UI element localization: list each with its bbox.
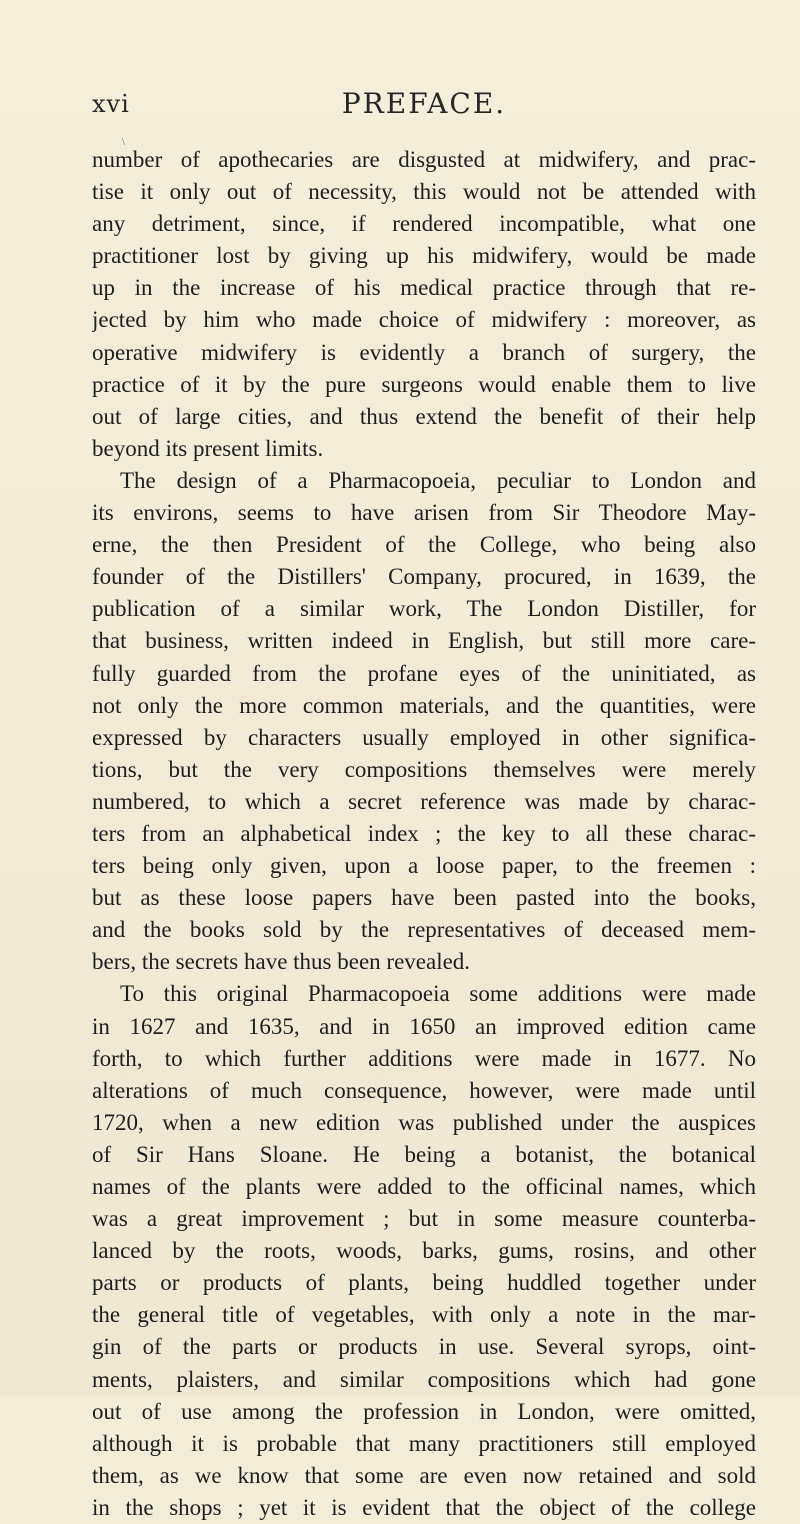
text-line: practitioner lost by giving up his midwifery, would be made [92, 243, 756, 269]
text-line: any detriment, since, if rendered incompatible, what one [92, 211, 756, 237]
text-line: ters from an alphabetical index ; the key to all these charac- [92, 820, 756, 846]
page-number: xvi [92, 90, 130, 118]
text-line: number of apothecaries are disgusted at midwifery, and prac- [92, 147, 756, 172]
paragraph-end-line: beyond its present limits. [92, 435, 324, 461]
paragraph-start-line: The design of a Pharmacopoeia, peculiar to London and [120, 467, 756, 493]
text-line: was a great improvement ; but in some measure counterba- [92, 1206, 756, 1232]
paragraph-start-line: To this original Pharmacopoeia some additions were made [120, 981, 756, 1007]
text-line: names of the plants were added to the officinal names, which [92, 1174, 756, 1199]
text-line: tions, but the very compositions themselves were merely [92, 756, 756, 782]
text-line: out of use among the profession in London, were omitted, [92, 1398, 756, 1424]
text-line: that business, written indeed in English, but still more care- [92, 628, 756, 654]
text-line: gin of the parts or products in use. Several syrops, oint- [92, 1334, 756, 1360]
text-line: out of large cities, and thus extend the benefit of their help [92, 403, 756, 429]
text-line: but as these loose papers have been pasted into the books, [92, 885, 756, 911]
body-text [92, 144, 756, 1524]
text-line: 1720, when a new edition was published under the auspices [92, 1109, 756, 1135]
paragraph-end-line: bers, the secrets have thus been revealed. [92, 949, 471, 975]
text-line: operative midwifery is evidently a branch of surgery, the [92, 339, 756, 365]
text-line: ments, plaisters, and similar compositions which had gone [92, 1366, 756, 1392]
text-line: erne, the then President of the College, who being also [92, 532, 756, 558]
text-line: and the books sold by the representatives of deceased mem- [92, 917, 756, 943]
text-line: expressed by characters usually employed in other significa- [92, 724, 756, 750]
text-line: numbered, to which a secret reference was made by charac- [92, 788, 756, 814]
page-header [92, 84, 756, 124]
margin-mark: \ [122, 137, 125, 148]
text-line: founder of the Distillers' Company, procured, in 1639, the [92, 564, 756, 590]
text-line: the general title of vegetables, with only a note in the mar- [92, 1302, 756, 1328]
text-line: up in the increase of his medical practice through that re- [92, 275, 756, 301]
text-line: not only the more common materials, and the quantities, were [92, 692, 756, 718]
text-line: forth, to which further additions were made in 1677. No [92, 1045, 756, 1071]
text-line: fully guarded from the profane eyes of the uninitiated, as [92, 660, 756, 686]
text-line: of Sir Hans Sloane. He being a botanist, the botanical [92, 1141, 756, 1167]
text-line: lanced by the roots, woods, barks, gums, rosins, and other [92, 1238, 756, 1264]
running-title: PREFACE. [341, 87, 507, 120]
text-line: practice of it by the pure surgeons would enable them to live [92, 371, 756, 397]
text-line: tise it only out of necessity, this would not be attended with [92, 179, 756, 205]
text-line: in the shops ; yet it is evident that the object of the college [92, 1494, 756, 1520]
text-line: parts or products of plants, being huddled together under [92, 1270, 756, 1296]
text-line: them, as we know that some are even now retained and sold [92, 1462, 756, 1488]
text-line: ters being only given, upon a loose paper, to the freemen : [92, 853, 756, 879]
text-line: publication of a similar work, The London Distiller, for [92, 596, 756, 622]
text-line: alterations of much consequence, however, were made until [92, 1077, 756, 1103]
text-line: jected by him who made choice of midwifery : moreover, as [92, 307, 756, 333]
text-line: in 1627 and 1635, and in 1650 an improved edition came [92, 1013, 756, 1039]
text-line: its environs, seems to have arisen from Sir Theodore May- [92, 500, 756, 526]
text-line: although it is probable that many practitioners still employed [92, 1430, 756, 1456]
